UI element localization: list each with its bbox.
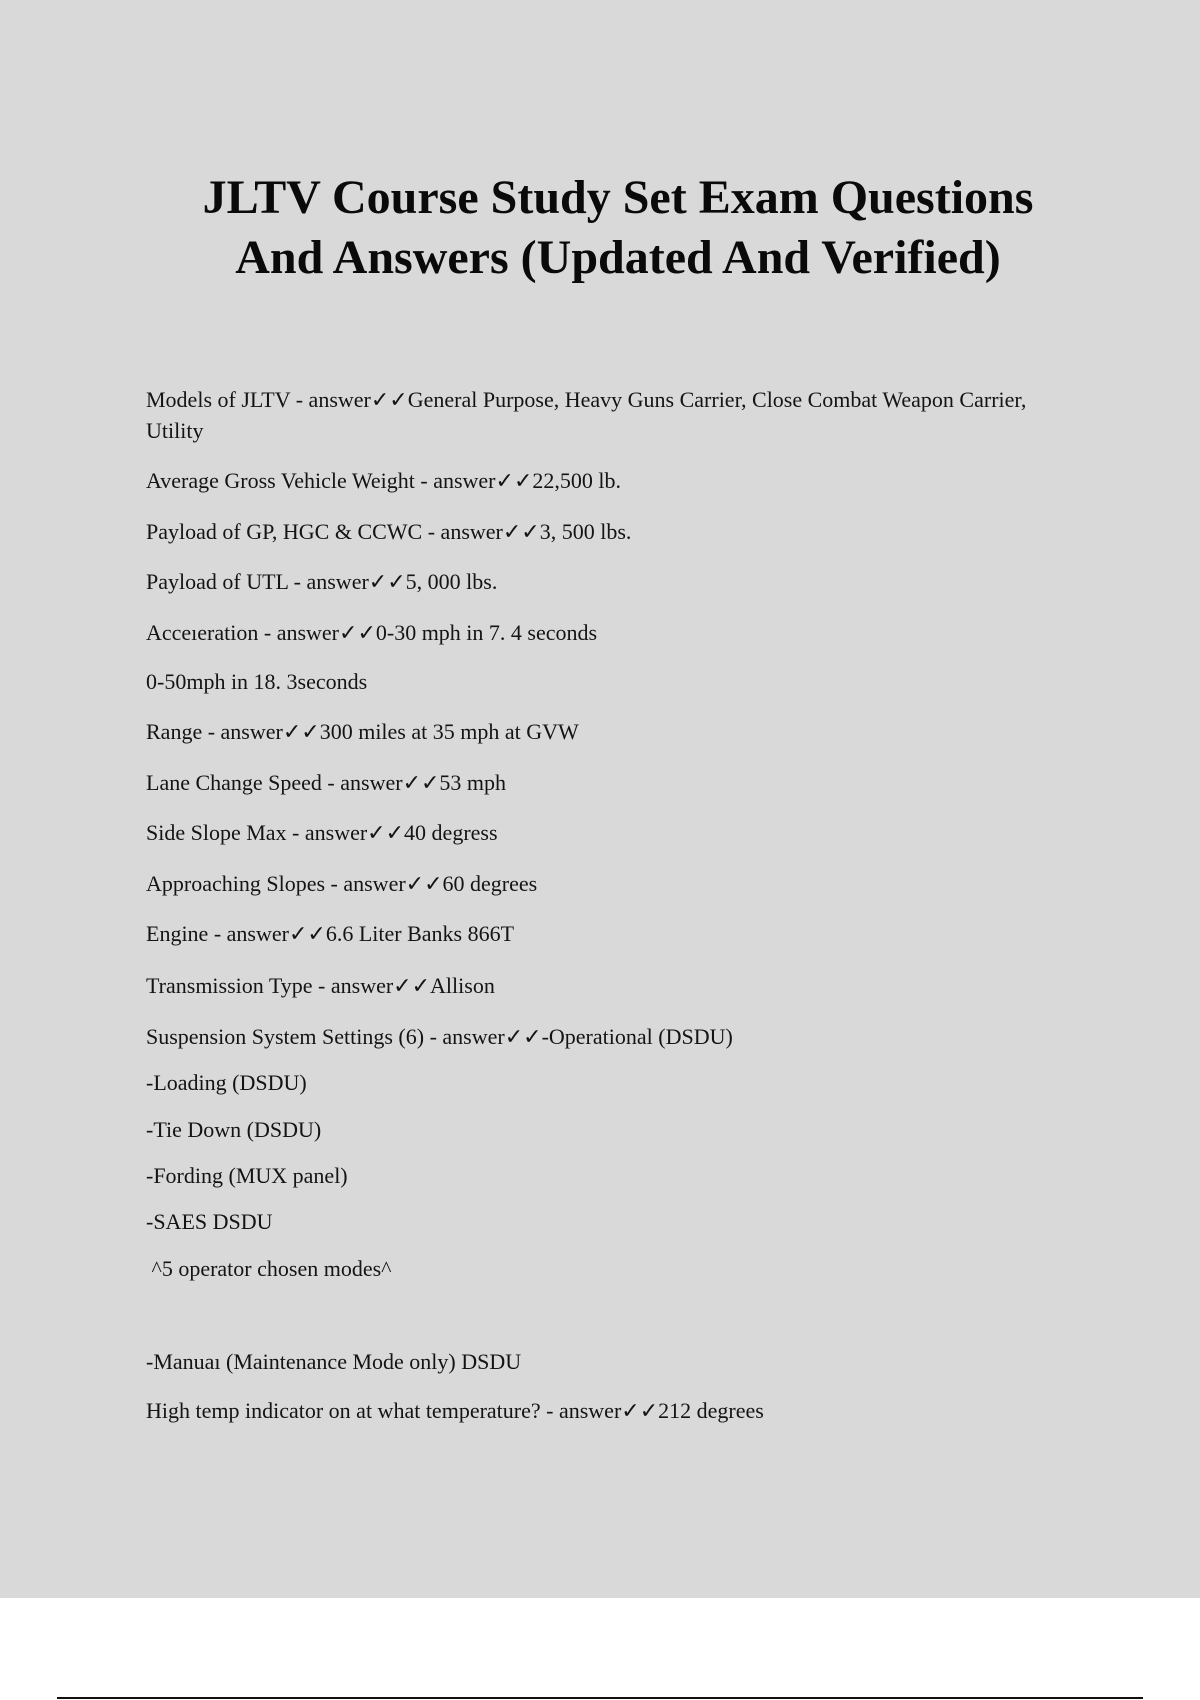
qa-payload-utl: Payload of UTL - answer✓✓5, 000 lbs. <box>146 569 498 594</box>
qa-lane-change: Lane Change Speed - answer✓✓53 mph <box>146 770 507 795</box>
qa-suspension-loading: -Loading (DSDU) <box>146 1070 307 1095</box>
footer-divider <box>57 1697 1143 1699</box>
qa-suspension: Suspension System Settings (6) - answer✓✓-Operational (DSDU) <box>146 1024 733 1049</box>
qa-suspension-tie-down: -Tie Down (DSDU) <box>146 1117 322 1142</box>
qa-engine: Engine - answer✓✓6.6 Liter Banks 866T <box>146 921 515 946</box>
document-title <box>100 168 1136 288</box>
qa-suspension-fording: -Fording (MUX panel) <box>146 1163 348 1188</box>
qa-suspension-manual: -Manuaı (Maintenance Mode only) DSDU <box>146 1349 522 1374</box>
qa-high-temp: High temp indicator on at what temperature? - answer✓✓212 degrees <box>146 1398 764 1423</box>
qa-payload-gp: Payload of GP, HGC & CCWC - answer✓✓3, 500 lbs. <box>146 519 632 544</box>
qa-side-slope: Side Slope Max - answer✓✓40 degress <box>146 820 498 845</box>
title-line-2: And Answers (Updated And Verified) <box>235 231 1001 284</box>
title-line-1: JLTV Course Study Set Exam Questions <box>202 171 1034 224</box>
qa-suspension-saes: -SAES DSDU <box>146 1209 273 1234</box>
qa-models: Models of JLTV - answer✓✓General Purpose, Heavy Guns Carrier, Close Combat Weapon Carrier, Utility <box>146 387 1027 443</box>
qa-transmission: Transmission Type - answer✓✓Allison <box>146 973 495 998</box>
qa-acceleration-cont: 0-50mph in 18. 3seconds <box>146 669 368 694</box>
qa-acceleration: Acceıeration - answer✓✓0-30 mph in 7. 4 seconds <box>146 620 598 645</box>
qa-approaching-slopes: Approaching Slopes - answer✓✓60 degrees <box>146 871 538 896</box>
qa-gross-weight: Average Gross Vehicle Weight - answer✓✓22,500 lb. <box>146 468 621 493</box>
qa-suspension-note: ^5 operator chosen modes^ <box>146 1256 392 1281</box>
qa-range: Range - answer✓✓300 miles at 35 mph at GVW <box>146 719 579 744</box>
